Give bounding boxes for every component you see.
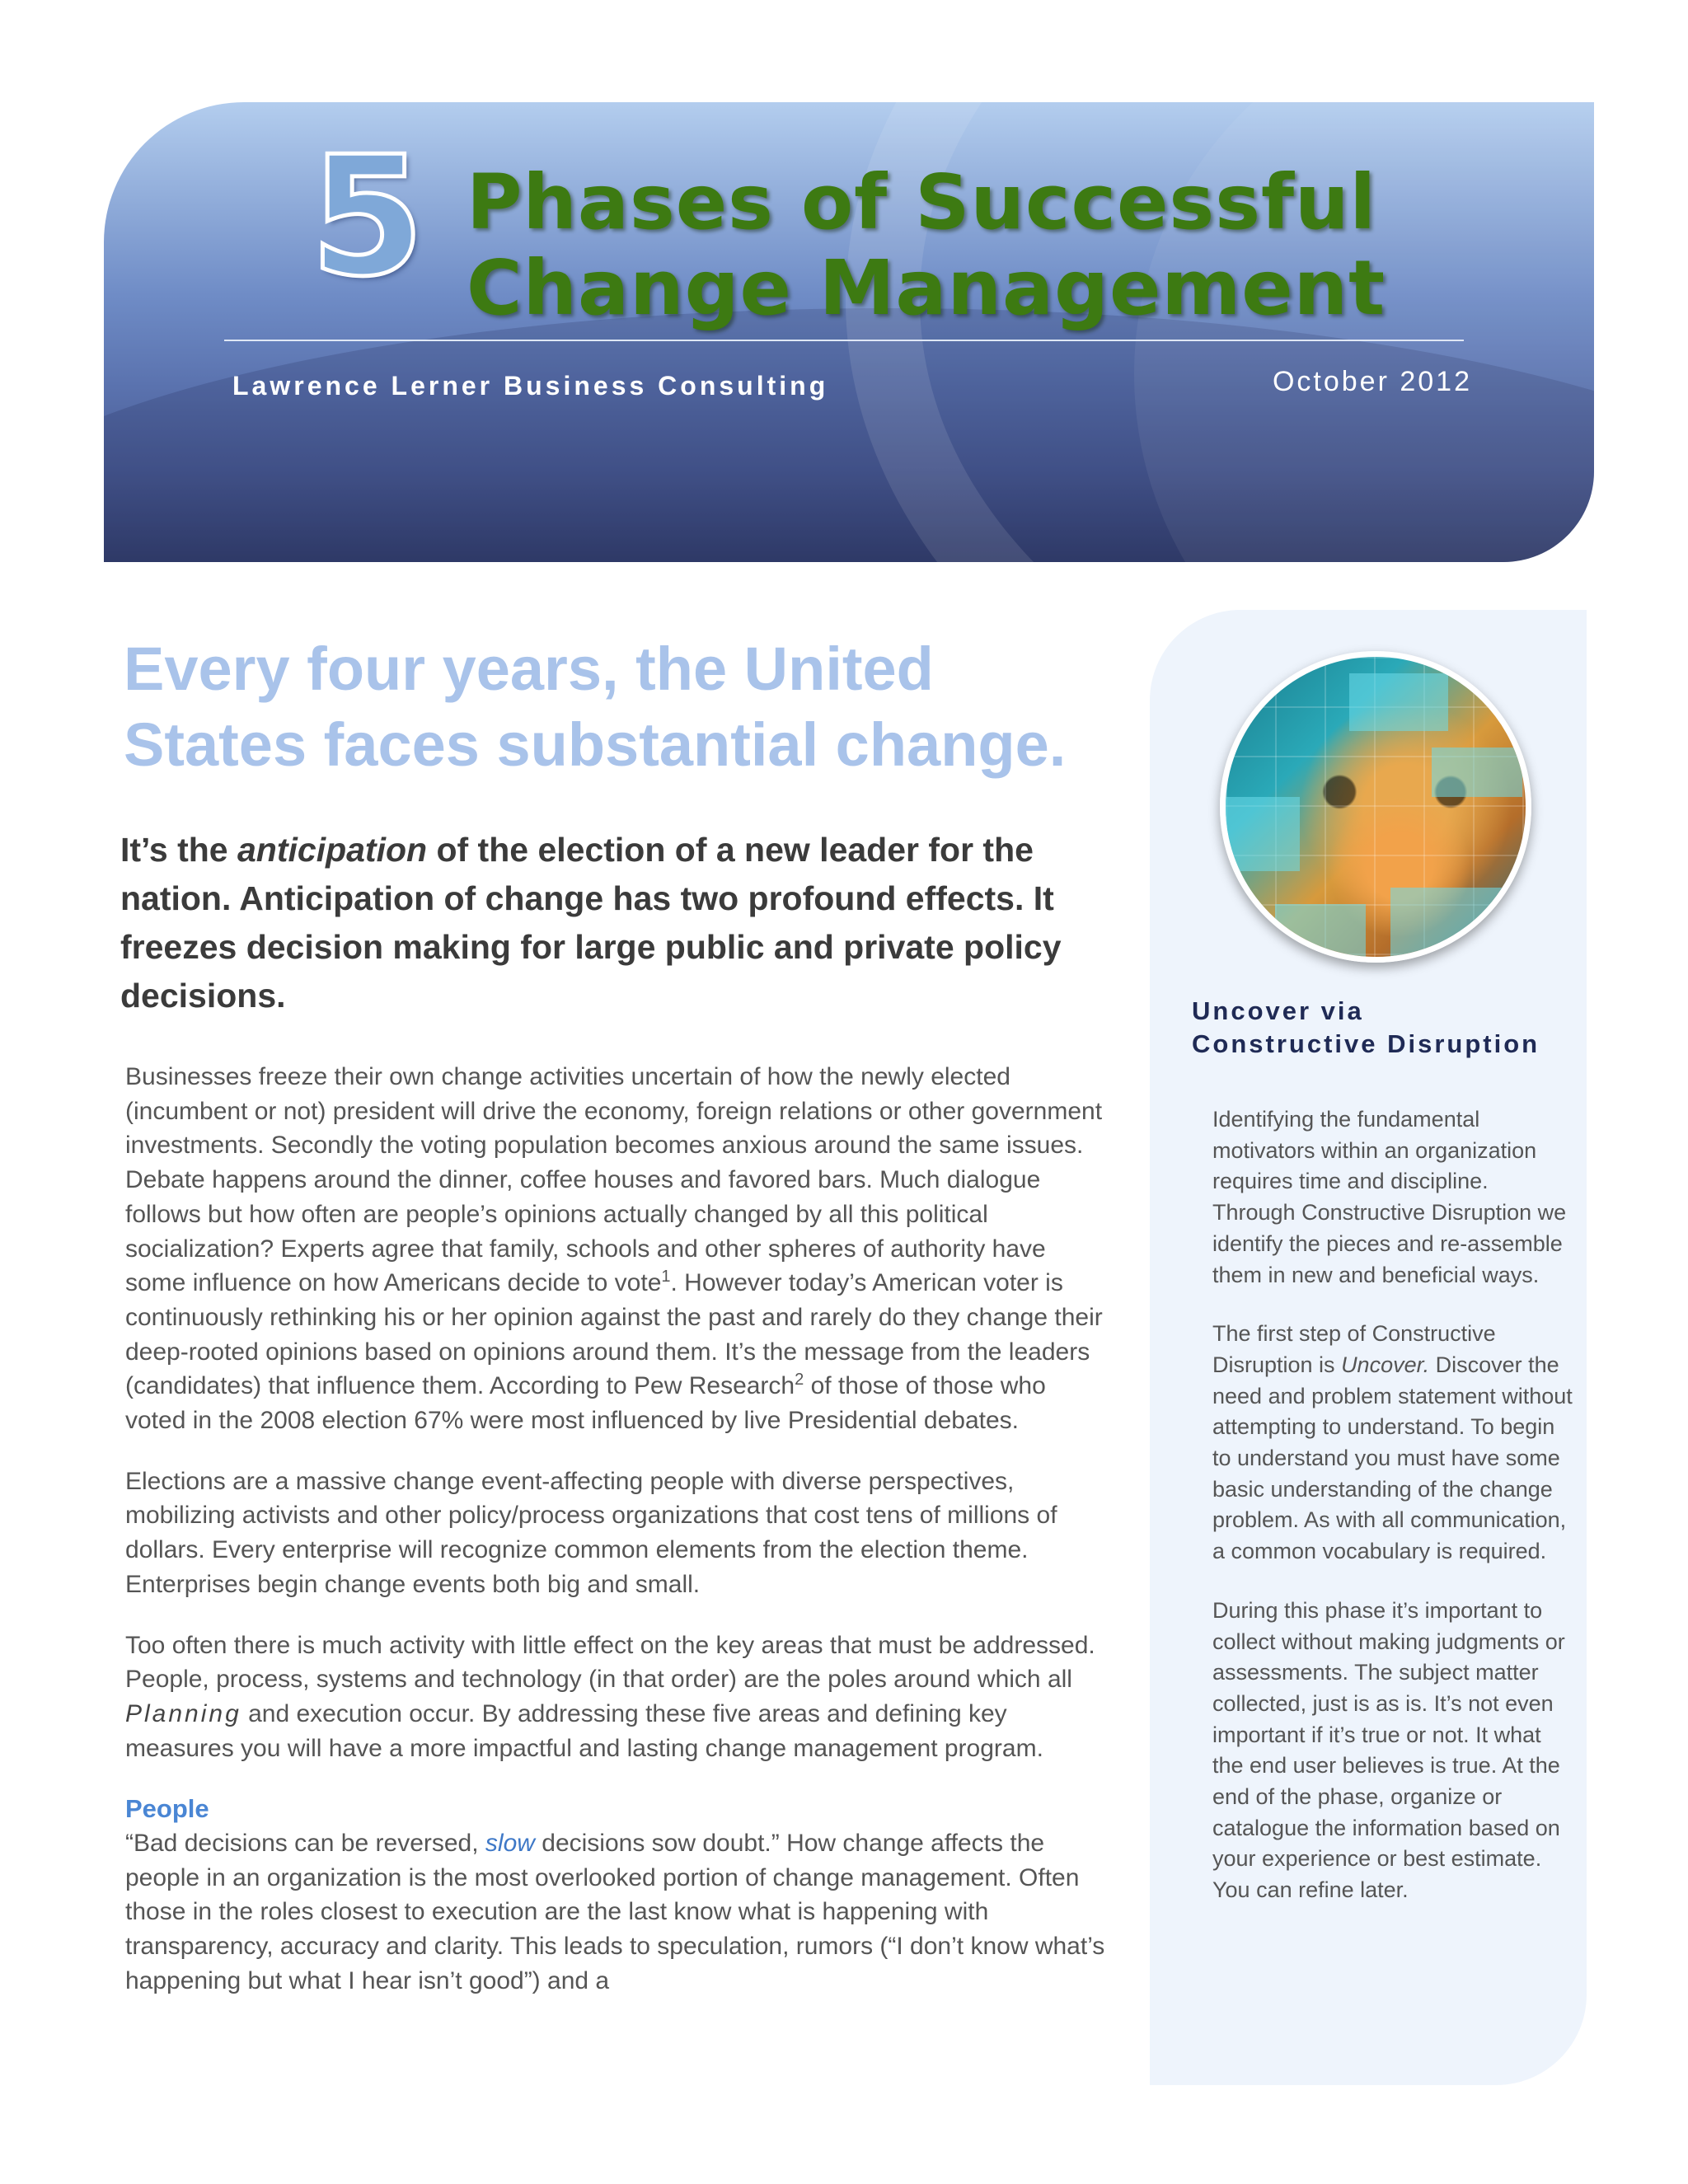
- uncover-emphasis: Uncover.: [1341, 1352, 1430, 1377]
- lead-text-end: of the election of a new leader for the nation. Anticipation of change has two profound effects. It freezes decision making for large public and private policy decisions.: [120, 831, 1062, 1015]
- p4-text-a: “Bad decisions can be reversed,: [125, 1830, 485, 1858]
- p1-text-b: . However today’s American voter is continuously rethinking his or her opinion against the past and rarely do they change their deep-rooted opinions based on opinions around them. It’s the message from the leaders (candidates) that influence them. According to Pew Research: [125, 1269, 1103, 1400]
- page-title: [467, 160, 1386, 331]
- lead-emphasis: anticipation: [237, 831, 428, 869]
- s2-text-b: Discover the need and problem statement without attempting to understand. To begin to understand you must have some basic understanding of the change problem. As with all communication, a common vocabulary is required.: [1212, 1352, 1573, 1564]
- portrait-tile: [1226, 797, 1300, 871]
- lead-paragraph: [120, 826, 1126, 1020]
- portrait-tile: [1390, 888, 1531, 962]
- issue-date: October 2012: [1272, 366, 1472, 397]
- planning-emphasis: Planning: [125, 1699, 241, 1727]
- portrait-tile: [1275, 904, 1366, 962]
- sidebar-heading: Uncover via Constructive Disruption: [1192, 996, 1540, 1058]
- portrait-tile: [1432, 748, 1522, 797]
- title-line-2: Change Management: [467, 244, 1386, 332]
- article-headline: Every four years, the United States faces substantial change.: [124, 635, 1067, 779]
- p4-text-b: decisions sow doubt.” How change affects the people in an organization is the most overlooked portion of change management. Often those in the roles closest to execution are the last know what is happening with transparency, accuracy and clarity. This leads to speculation, rumors (“I don’t know what’s happening but what I hear isn’t good”) and a: [125, 1830, 1105, 1994]
- p3-text-a: Too often there is much activity with little effect on the key areas that must be addressed. People, process, systems and technology (in that order) are the poles around which all: [125, 1631, 1095, 1694]
- header-banner: [104, 102, 1594, 562]
- sidebar-body: [1212, 1104, 1575, 1934]
- p1-text-c: of those of those who voted in the 2008 election 67% were most influenced by live Presidential debates.: [125, 1372, 1046, 1435]
- title-line-1: Phases of Successful: [467, 158, 1377, 246]
- body-paragraph-4: [125, 1792, 1106, 1998]
- p1-text-a: Businesses freeze their own change activities uncertain of how the newly elected (incumbent or not) president will drive the economy, foreign relations or other government investments. Secondly the voting population becomes anxious around the same issues. Debate happens around the dinner, coffee houses and favored bars. Much dialogue follows but how often are people’s opinions actually changed by all this political socialization? Experts agree that family, schools and other spheres of authority have some influence on how Americans decide to vote: [125, 1063, 1103, 1297]
- organization-name: Lawrence Lerner Business Consulting: [232, 371, 829, 401]
- body-paragraph-3: [125, 1629, 1106, 1766]
- body-paragraph-2: Elections are a massive change event-affecting people with diverse perspectives, mobilizing activists and other policy/process organizations that cost tens of millions of dollars. Every enterprise will recognize common elements from the election theme. Enterprises begin change events both big and small.: [125, 1467, 1057, 1598]
- slow-emphasis: slow: [485, 1830, 535, 1858]
- s2-text-a: The first step of Constructive Disruption is: [1212, 1321, 1496, 1377]
- footnote-ref-1: 1: [661, 1268, 671, 1286]
- sidebar-paragraph-3: During this phase it’s important to collect without making judgments or assessments. The subject matter collected, just is as is. It’s not even important if it’s true or not. It what the end user believes is true. At the end of the phase, organize or catalogue the information based on your experience or best estimate. You can refine later.: [1212, 1597, 1565, 1903]
- title-number: 5: [310, 121, 425, 313]
- sidebar-paragraph-1: Identifying the fundamental motivators within an organization requires time and discipline. Through Constructive Disruption we identify the pieces and re-assemble them in new and beneficial ways.: [1212, 1107, 1567, 1287]
- p3-text-b: and execution occur. By addressing these five areas and defining key measures you will have a more impactful and lasting change management program.: [125, 1699, 1043, 1762]
- body-paragraph-1: [125, 1060, 1106, 1438]
- portrait-tile: [1349, 673, 1448, 731]
- section-heading-people: People: [125, 1794, 209, 1824]
- portrait-image: [1220, 651, 1531, 963]
- banner-divider: [224, 340, 1464, 341]
- sidebar-paragraph-2: [1212, 1319, 1575, 1568]
- article-body: [125, 1060, 1106, 2025]
- footnote-ref-2: 2: [795, 1371, 804, 1390]
- lead-text-start: It’s the: [120, 831, 237, 869]
